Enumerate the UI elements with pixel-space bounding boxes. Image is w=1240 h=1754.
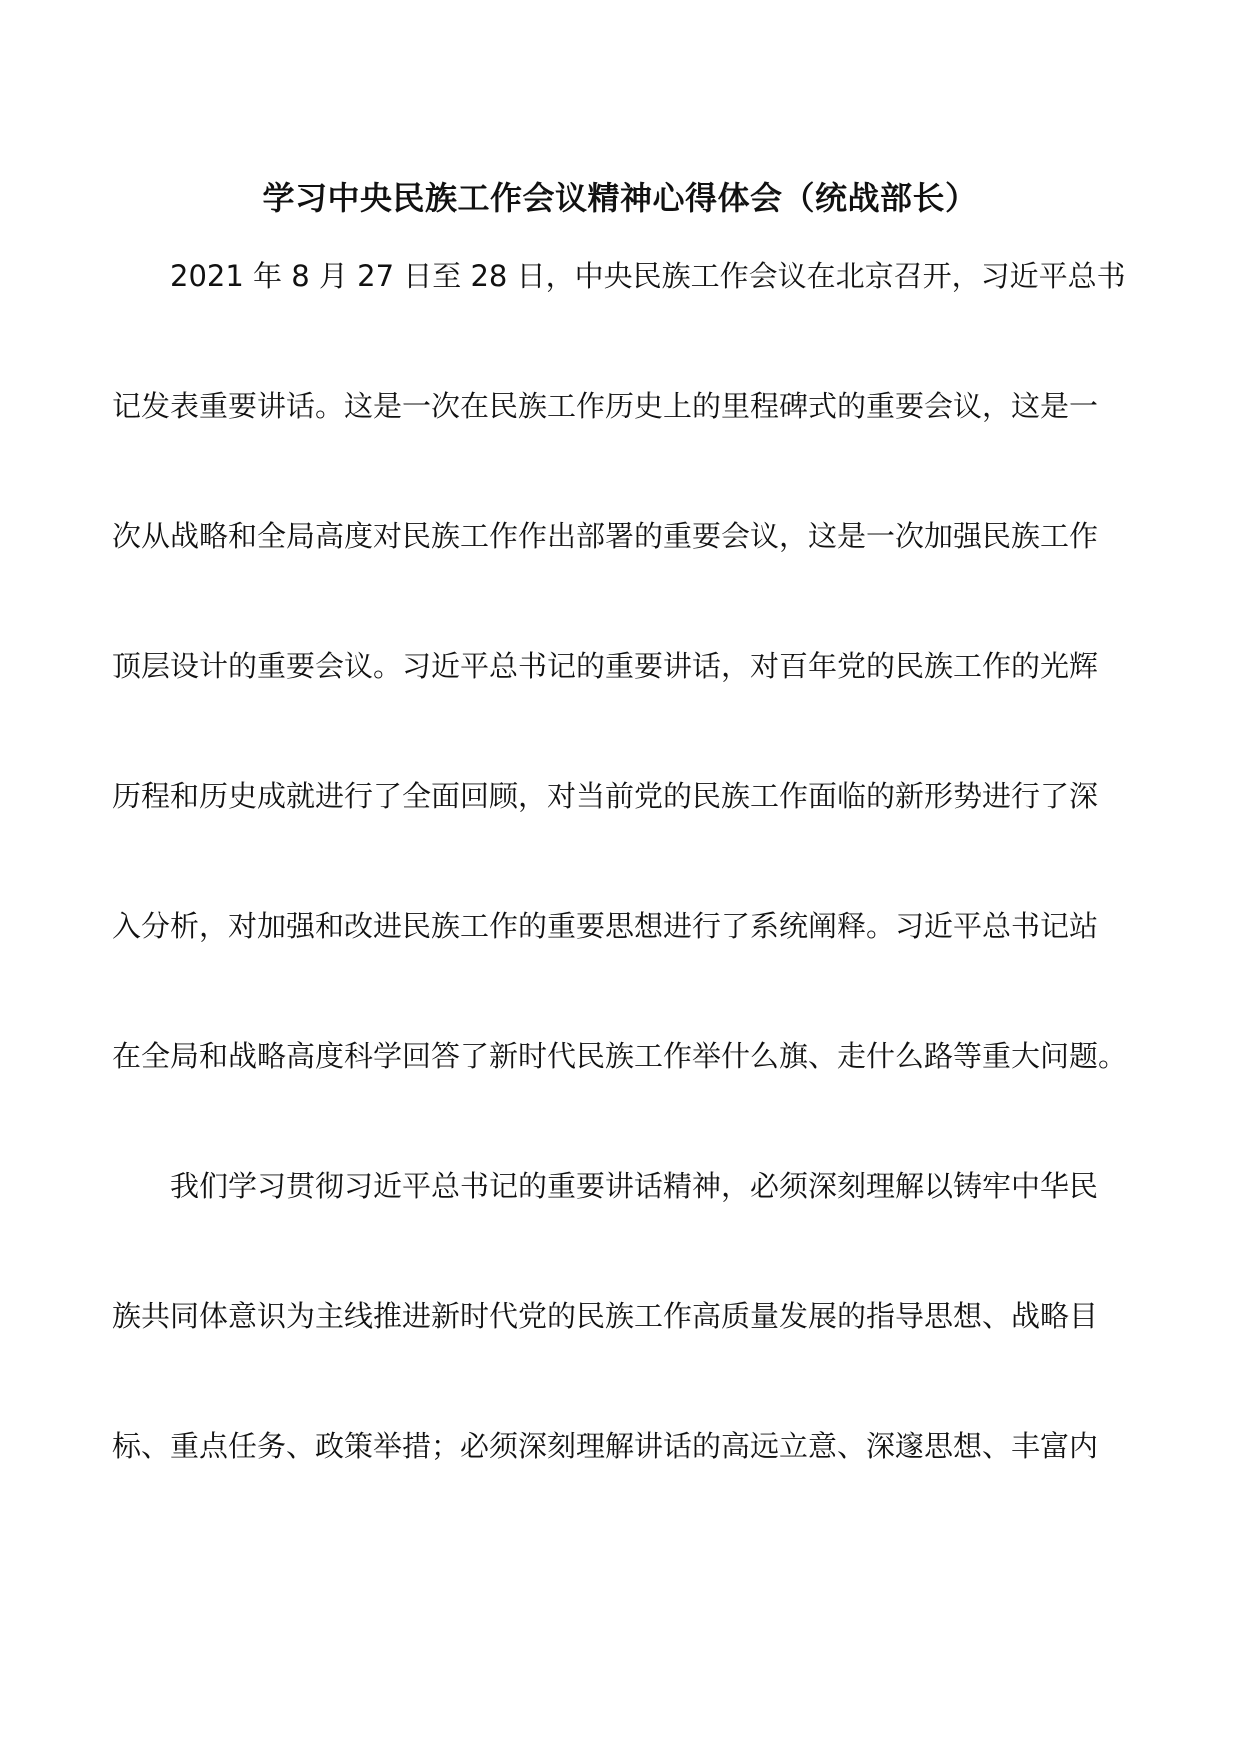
paragraph-line: 2021 年 8 月 27 日至 28 日，中央民族工作会议在北京召开，习近平总书 bbox=[170, 259, 1126, 293]
paragraph-line: 我们学习贯彻习近平总书记的重要讲话精神，必须深刻理解以铸牢中华民 bbox=[170, 1169, 1099, 1203]
paragraph-line: 记发表重要讲话。这是一次在民族工作历史上的里程碑式的重要会议，这是一 bbox=[112, 389, 1099, 423]
document-title: 学习中央民族工作会议精神心得体会（统战部长） bbox=[262, 179, 978, 217]
paragraph-line: 族共同体意识为主线推进新时代党的民族工作高质量发展的指导思想、战略目 bbox=[112, 1299, 1099, 1333]
paragraph-line: 次从战略和全局高度对民族工作作出部署的重要会议，这是一次加强民族工作 bbox=[112, 519, 1099, 553]
paragraph-line: 在全局和战略高度科学回答了新时代民族工作举什么旗、走什么路等重大问题。 bbox=[112, 1039, 1128, 1073]
paragraph-line: 历程和历史成就进行了全面回顾，对当前党的民族工作面临的新形势进行了深 bbox=[112, 779, 1099, 813]
paragraph-line: 顶层设计的重要会议。习近平总书记的重要讲话，对百年党的民族工作的光辉 bbox=[112, 649, 1099, 683]
paragraph-line: 入分析，对加强和改进民族工作的重要思想进行了系统阐释。习近平总书记站 bbox=[112, 909, 1099, 943]
paragraph-line: 标、重点任务、政策举措；必须深刻理解讲话的高远立意、深邃思想、丰富内 bbox=[112, 1429, 1099, 1463]
